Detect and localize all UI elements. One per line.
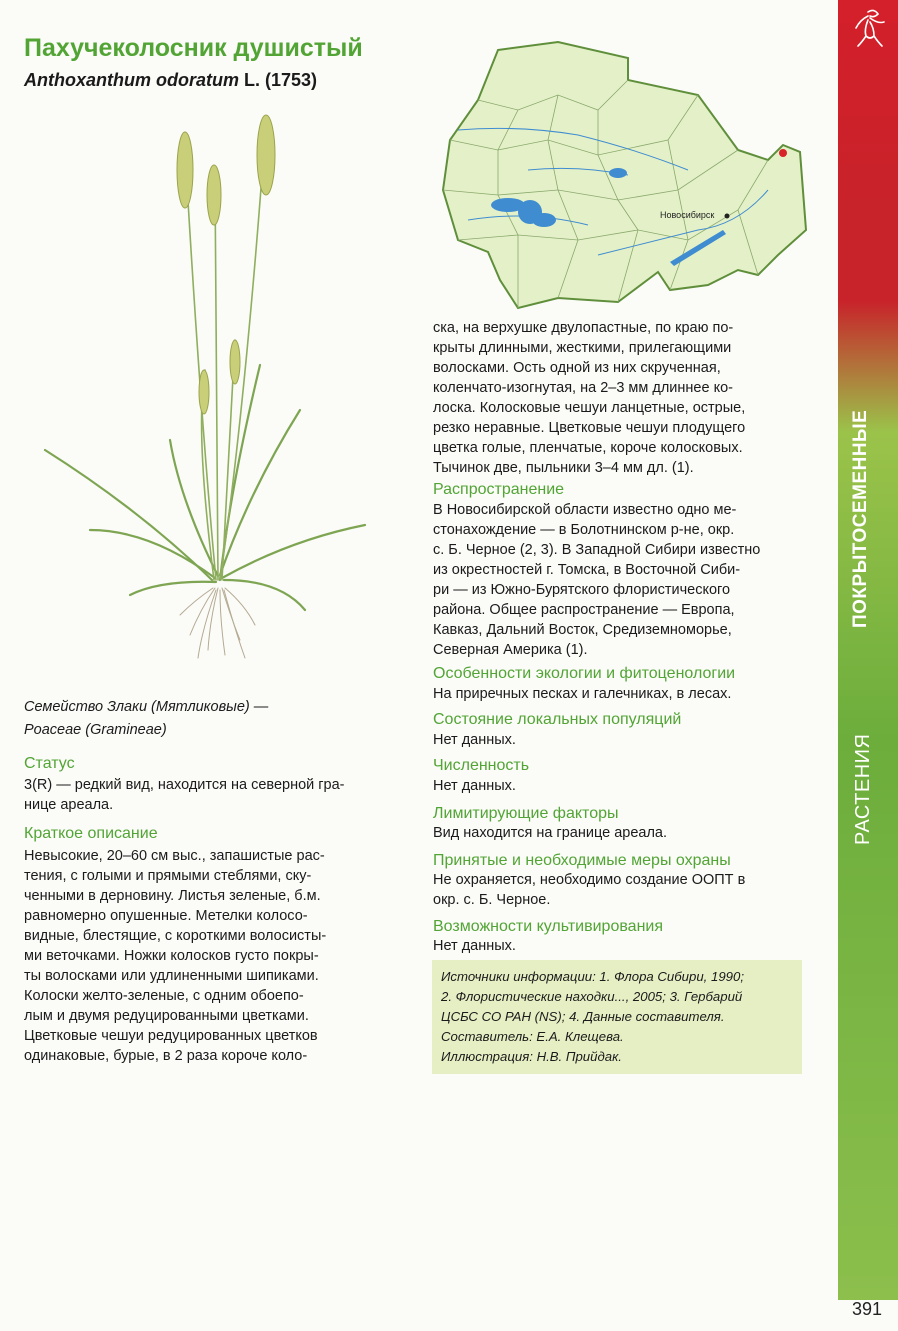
description-line: тения, с голыми и прямыми стеблями, ску- (24, 868, 312, 884)
protection-text (433, 870, 803, 910)
populations-text: Нет данных. (433, 732, 516, 748)
city-label: Новосибирск (660, 210, 715, 220)
sources-line: Составитель: Е.А. Клещева. (441, 1029, 624, 1044)
description-line: резко неравные. Цветковые чешуи плодущего (433, 420, 746, 436)
description-text-right (433, 318, 803, 478)
plant-illustration (30, 110, 400, 670)
description-text-left (24, 846, 390, 1066)
description-line: цветка голые, пленчатые, короче колосковых. (433, 440, 743, 456)
distribution-line: стонахождение — в Болотнинском р-не, окр. (433, 522, 735, 538)
sources-line: Источники информации: 1. Флора Сибири, 1990; (441, 969, 745, 984)
distribution-line: района. Общее распространение — Европа, (433, 602, 735, 618)
description-line: коленчато-изогнутая, на 2–3 мм длиннее ко- (433, 380, 733, 396)
abundance-text: Нет данных. (433, 778, 516, 794)
distribution-line: из окрестностей г. Томска, в Восточной Сиби- (433, 562, 741, 578)
sidebar-section-label: РАСТЕНИЯ (852, 733, 874, 845)
cultivation-text: Нет данных. (433, 938, 516, 954)
status-heading: Статус (24, 755, 75, 772)
family-line-1: Семейство Злаки (Мятликовые) — (24, 699, 269, 715)
distribution-line: Северная Америка (1). (433, 642, 588, 658)
orchid-icon (848, 6, 892, 50)
distribution-line: ри — из Южно-Бурятского флористического (433, 582, 731, 598)
protection-line: окр. с. Б. Черное. (433, 892, 551, 908)
distribution-map (438, 40, 828, 315)
description-line: одинаковые, бурые, в 2 раза короче коло- (24, 1048, 308, 1064)
description-line: ты волосками или удлиненными шипиками. (24, 968, 319, 984)
status-line: нице ареала. (24, 797, 114, 813)
record-location-marker (779, 149, 787, 157)
stems (185, 135, 265, 580)
distribution-line: В Новосибирской области известно одно ме- (433, 502, 737, 518)
page-number: 391 (852, 1299, 883, 1319)
description-line: равномерно опушенные. Метелки колосо- (24, 908, 308, 924)
species-title-russian: Пахучеколосник душистый (24, 34, 363, 62)
description-line: ми веточками. Ножки колосков густо покры- (24, 948, 319, 964)
limiting-heading: Лимитирующие факторы (433, 805, 619, 822)
sources-box (432, 960, 802, 1074)
sources-line: 2. Флористические находки..., 2005; 3. Гербарий (441, 989, 743, 1004)
status-line: 3(R) — редкий вид, находится на северной гра- (24, 777, 345, 793)
description-line: лым и двумя редуцированными цветками. (24, 1008, 309, 1024)
limiting-text: Вид находится на границе ареала. (433, 825, 668, 841)
family-label (24, 696, 268, 742)
protection-line: Не охраняется, необходимо создание ООПТ в (433, 872, 746, 888)
sources-line: ЦСБС СО РАН (NS); 4. Данные составителя. (441, 1009, 725, 1024)
family-line-2: Poaceae (Gramineae) (24, 722, 167, 738)
description-line: Невысокие, 20–60 см выс., запашистые рас- (24, 848, 325, 864)
abundance-heading: Численность (433, 757, 530, 774)
description-line: видные, блестящие, с короткими волосисты- (24, 928, 327, 944)
ecology-text: На приречных песках и галечниках, в лесах. (433, 686, 732, 702)
species-title-latin (24, 70, 317, 91)
populations-heading: Состояние локальных популяций (433, 711, 682, 728)
description-line: ченными в дерновину. Листья зеленые, б.м. (24, 888, 321, 904)
distribution-line: с. Б. Черное (2, 3). В Западной Сибири известно (433, 542, 761, 558)
sidebar-category-label: ПОКРЫТОСЕМЕННЫЕ (850, 409, 871, 628)
latin-author: L. (1753) (244, 70, 318, 90)
description-line: ска, на верхушке двулопастные, по краю по- (433, 320, 734, 336)
ecology-heading: Особенности экологии и фитоценологии (433, 665, 736, 682)
description-line: Колоски желто-зеленые, с одним обоепо- (24, 988, 304, 1004)
description-line: лоска. Колосковые чешуи ланцетные, острые, (433, 400, 746, 416)
description-line: Цветковые чешуи редуцированных цветков (24, 1028, 318, 1044)
protection-heading: Принятые и необходимые меры охраны (433, 852, 731, 869)
latin-name: Anthoxanthum odoratum (24, 70, 239, 90)
description-heading: Краткое описание (24, 825, 158, 842)
description-line: Тычинок две, пыльники 3–4 мм дл. (1). (433, 460, 694, 476)
roots (180, 588, 255, 658)
distribution-heading: Распространение (433, 481, 565, 498)
distribution-line: Кавказ, Дальний Восток, Средиземноморье, (433, 622, 732, 638)
distribution-text (433, 500, 803, 660)
description-line: крыты длинными, жесткими, прилегающими (433, 340, 732, 356)
status-text (24, 775, 390, 815)
sources-line: Иллюстрация: Н.В. Прийдак. (441, 1049, 622, 1064)
description-line: волосками. Ость одной из них скрученная, (433, 360, 721, 376)
cultivation-heading: Возможности культивирования (433, 918, 663, 935)
city-marker (725, 214, 730, 219)
